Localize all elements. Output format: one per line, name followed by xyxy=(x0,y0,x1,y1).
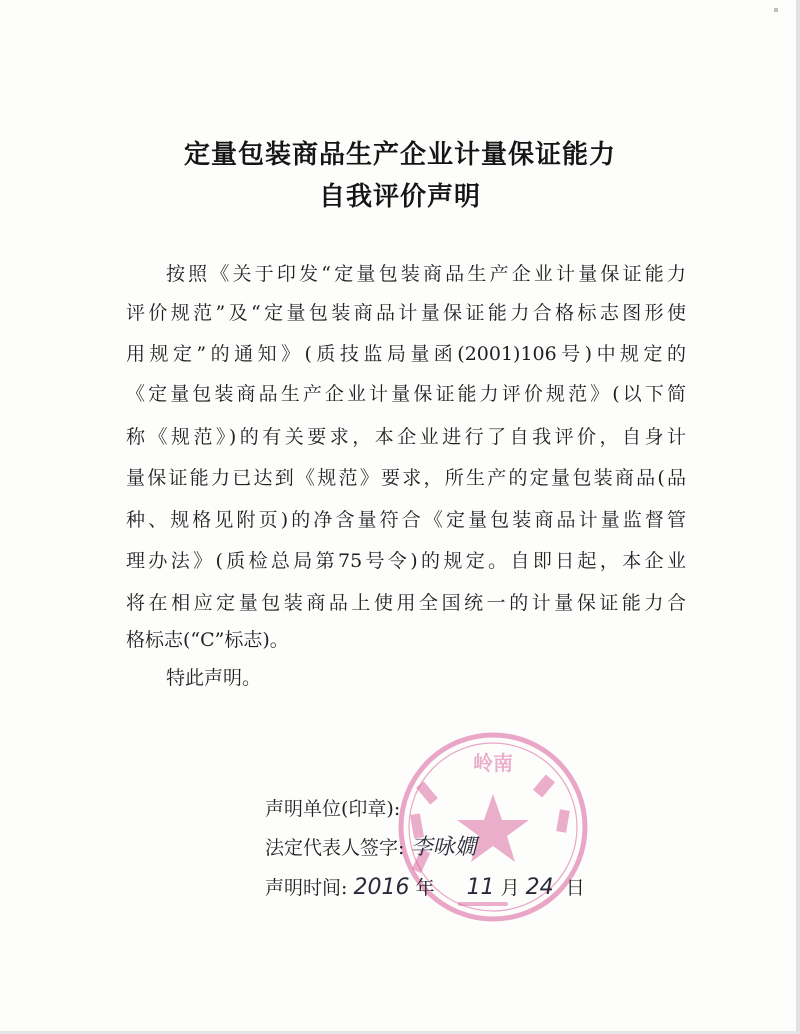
date-year-unit: 年 xyxy=(415,877,435,899)
body-line: 量保证能力已达到《规范》要求，所生产的定量包装商品(品 xyxy=(126,467,686,489)
title-line-2: 自我评价声明 xyxy=(318,182,481,212)
declaring-unit-label: 声明单位(印章): xyxy=(265,798,401,820)
date-month-unit: 月 xyxy=(500,877,520,899)
body-line: 格标志(“C”标志)。 xyxy=(126,629,289,651)
legal-representative-label: 法定代表人签字: xyxy=(265,837,405,859)
date-year-value: 2016 xyxy=(353,875,410,900)
representative-signature: 李咏嫺 xyxy=(410,835,477,860)
body-line: 按照《关于印发“定量包装商品生产企业计量保证能力 xyxy=(166,263,686,285)
official-seal-stamp xyxy=(388,722,598,932)
body-line: 称《规范》)的有关要求，本企业进行了自我评价，自身计 xyxy=(126,426,686,448)
date-day-unit: 日 xyxy=(565,877,585,899)
closing-statement: 特此声明。 xyxy=(166,667,262,689)
body-line: 种、规格见附页)的净含量符合《定量包装商品计量监督管 xyxy=(126,509,686,531)
body-line: 《定量包装商品生产企业计量保证能力评价规范》(以下简 xyxy=(126,383,686,405)
title-line-1: 定量包装商品生产企业计量保证能力 xyxy=(183,140,616,170)
declaration-date-label: 声明时间: xyxy=(265,877,348,899)
scan-artifact xyxy=(774,8,778,12)
declaration-date-row xyxy=(265,876,585,900)
date-month-value: 11 xyxy=(466,875,495,900)
body-line: 用规定”的通知》(质技监局量函(2001)106号)中规定的 xyxy=(126,343,686,365)
legal-representative-row xyxy=(265,836,476,860)
date-day-value: 24 xyxy=(525,875,554,900)
body-line: 将在相应定量包装商品上使用全国统一的计量保证能力合 xyxy=(126,592,686,614)
body-line: 理办法》(质检总局第75号令)的规定。自即日起，本企业 xyxy=(126,550,686,572)
body-line: 评价规范”及“定量包装商品计量保证能力合格标志图形使 xyxy=(126,302,686,324)
seal-lettering: 岭南 xyxy=(473,751,513,775)
